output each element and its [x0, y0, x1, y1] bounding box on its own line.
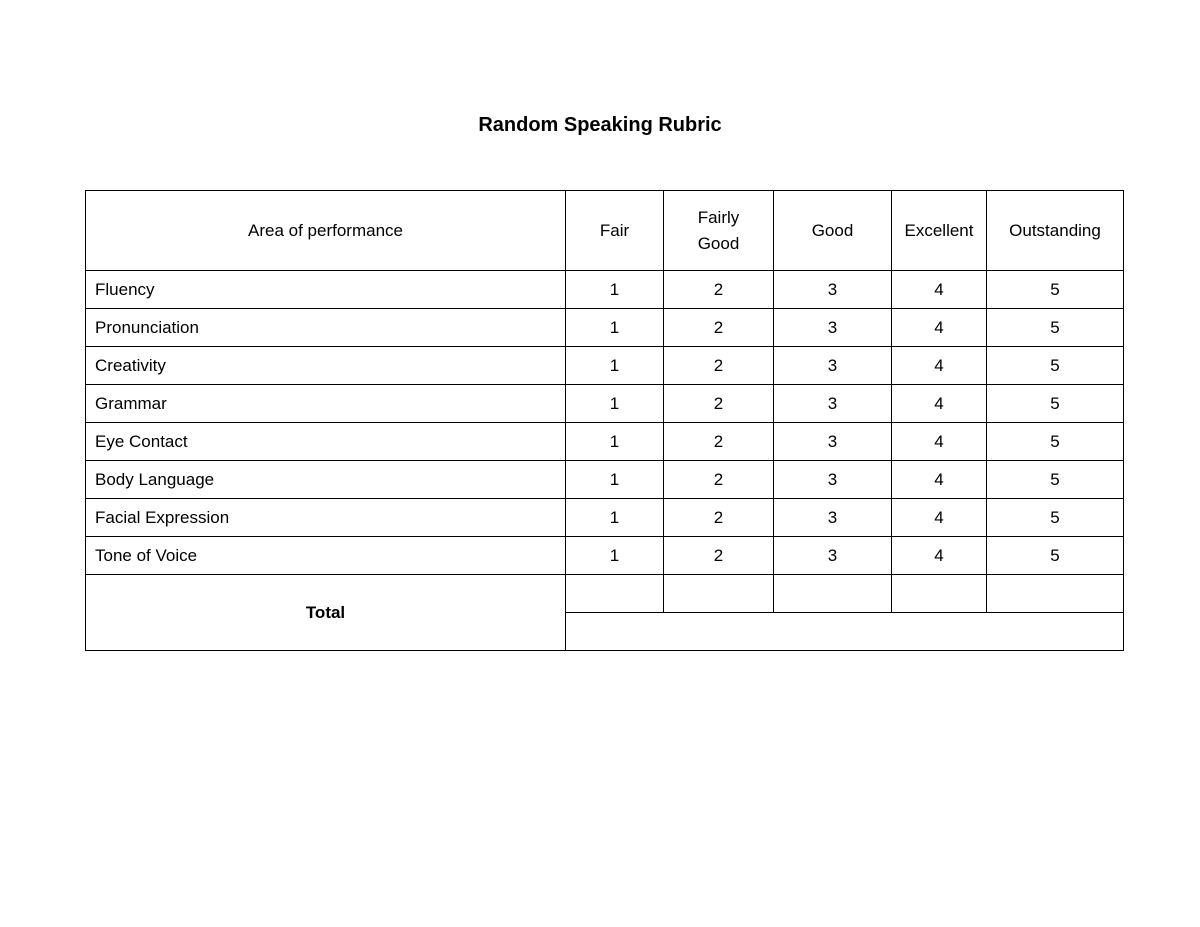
- table-header-row: [86, 191, 1124, 271]
- score-cell: 1: [566, 423, 664, 461]
- document-title: Random Speaking Rubric: [478, 114, 722, 136]
- total-score-cell: [892, 575, 987, 613]
- score-cell: 5: [987, 499, 1124, 537]
- score-cell: 4: [892, 537, 987, 575]
- table-row: [86, 271, 1124, 309]
- score-cell: 5: [987, 347, 1124, 385]
- score-cell: 3: [774, 309, 892, 347]
- header-level: Excellent: [892, 191, 987, 271]
- score-cell: 1: [566, 385, 664, 423]
- rubric-table: [85, 190, 1124, 651]
- header-level: Fair: [566, 191, 664, 271]
- area-cell: Body Language: [86, 461, 566, 499]
- score-cell: 4: [892, 461, 987, 499]
- score-cell: 1: [566, 309, 664, 347]
- score-cell: 3: [774, 385, 892, 423]
- table-row: [86, 461, 1124, 499]
- header-area-of-performance: Area of performance: [86, 191, 566, 271]
- total-score-cell: [566, 575, 664, 613]
- area-cell: Grammar: [86, 385, 566, 423]
- total-sum-cell: [566, 613, 1124, 651]
- score-cell: 1: [566, 271, 664, 309]
- area-cell: Creativity: [86, 347, 566, 385]
- score-cell: 2: [664, 499, 774, 537]
- score-cell: 2: [664, 537, 774, 575]
- score-cell: 1: [566, 499, 664, 537]
- score-cell: 4: [892, 347, 987, 385]
- score-cell: 2: [664, 423, 774, 461]
- table-row: [86, 499, 1124, 537]
- score-cell: 3: [774, 347, 892, 385]
- score-cell: 3: [774, 423, 892, 461]
- table-row: [86, 385, 1124, 423]
- header-level: [664, 191, 774, 271]
- header-level: Good: [774, 191, 892, 271]
- score-cell: 4: [892, 423, 987, 461]
- score-cell: 2: [664, 271, 774, 309]
- score-cell: 5: [987, 423, 1124, 461]
- score-cell: 3: [774, 537, 892, 575]
- table-row: [86, 537, 1124, 575]
- score-cell: 3: [774, 499, 892, 537]
- table-row: [86, 347, 1124, 385]
- score-cell: 2: [664, 347, 774, 385]
- score-cell: 4: [892, 271, 987, 309]
- area-cell: Eye Contact: [86, 423, 566, 461]
- score-cell: 5: [987, 537, 1124, 575]
- score-cell: 4: [892, 385, 987, 423]
- total-label: Total: [86, 575, 566, 651]
- total-row: [86, 575, 1124, 613]
- area-cell: Tone of Voice: [86, 537, 566, 575]
- score-cell: 5: [987, 385, 1124, 423]
- total-score-cell: [664, 575, 774, 613]
- score-cell: 5: [987, 461, 1124, 499]
- score-cell: 2: [664, 309, 774, 347]
- total-score-cell: [774, 575, 892, 613]
- total-score-cell: [987, 575, 1124, 613]
- table-row: [86, 423, 1124, 461]
- score-cell: 2: [664, 461, 774, 499]
- area-cell: Facial Expression: [86, 499, 566, 537]
- header-level: Outstanding: [987, 191, 1124, 271]
- area-cell: Pronunciation: [86, 309, 566, 347]
- score-cell: 3: [774, 271, 892, 309]
- score-cell: 4: [892, 499, 987, 537]
- area-cell: Fluency: [86, 271, 566, 309]
- score-cell: 2: [664, 385, 774, 423]
- table-row: [86, 309, 1124, 347]
- score-cell: 5: [987, 271, 1124, 309]
- score-cell: 3: [774, 461, 892, 499]
- header-level-label: Fairly Good: [697, 207, 740, 253]
- score-cell: 4: [892, 309, 987, 347]
- score-cell: 1: [566, 347, 664, 385]
- score-cell: 1: [566, 461, 664, 499]
- score-cell: 5: [987, 309, 1124, 347]
- score-cell: 1: [566, 537, 664, 575]
